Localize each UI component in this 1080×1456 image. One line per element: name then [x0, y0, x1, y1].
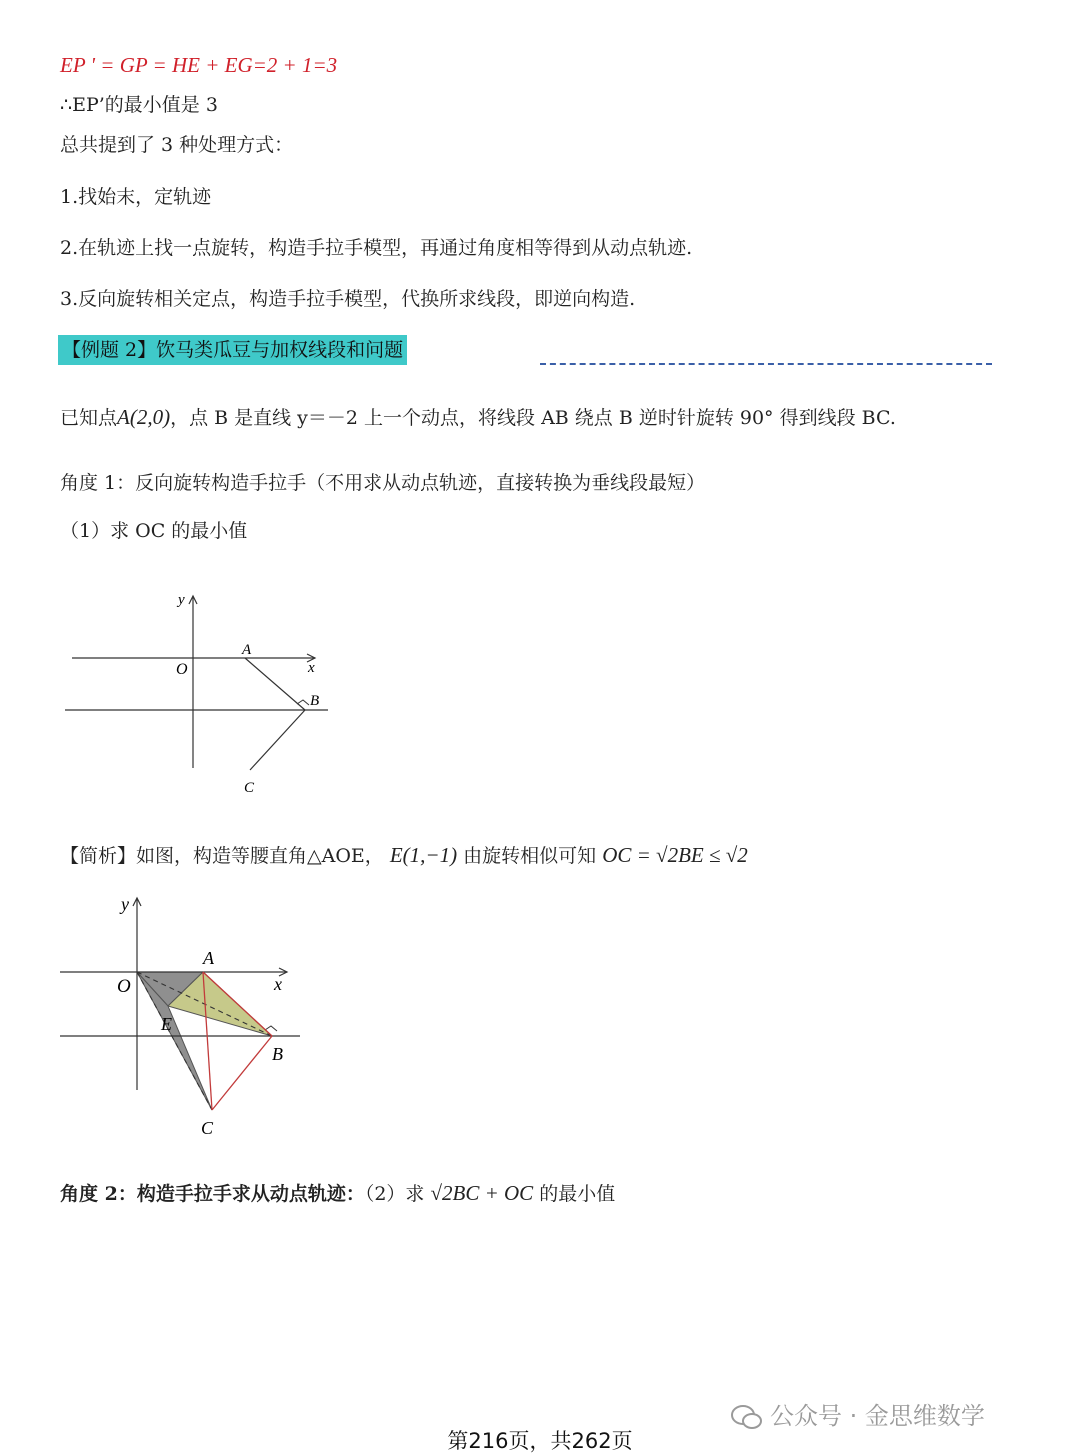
- problem-rest: ，点 B 是直线 y＝－2 上一个动点，将线段 AB 绕点 B 逆时针旋转 90° 得到线段 BC.: [170, 407, 896, 429]
- label-e: E: [161, 1014, 172, 1034]
- right-angle-mark: [265, 1026, 277, 1031]
- label-b: B: [310, 693, 320, 709]
- conclusion-text: ∴EP’的最小值是 3: [60, 94, 218, 116]
- problem-prefix: 已知点: [60, 407, 118, 429]
- analysis-text: 如图，构造等腰直角△AOE，: [136, 845, 384, 867]
- top-result-formula: EP ' = GP = HE + EG=2 + 1=3: [60, 53, 338, 77]
- method-item: 1.找始末，定轨迹: [60, 186, 212, 208]
- analysis-mid: 由旋转相似可知: [463, 845, 597, 867]
- question-1: （1）求 OC 的最小值: [60, 520, 248, 542]
- analysis-line: [60, 842, 748, 869]
- segment-bc: [250, 710, 305, 770]
- point-e: E(1,−1): [389, 843, 458, 867]
- angle2-formula: √2BC + OC: [430, 1181, 534, 1205]
- label-y: y: [121, 894, 129, 914]
- label-b: B: [272, 1044, 283, 1064]
- dashed-divider: [540, 363, 992, 365]
- label-c: C: [201, 1118, 214, 1138]
- label-o: O: [176, 661, 188, 678]
- label-o: O: [117, 976, 131, 997]
- figure-2: [55, 890, 315, 1145]
- angle2-heading: 角度 2：构造手拉手求从动点轨迹：: [60, 1183, 365, 1205]
- example-tag: 【例题 2】饮马类瓜豆与加权线段和问题: [58, 335, 407, 365]
- method-item: 3.反向旋转相关定点，构造手拉手模型，代换所求线段，即逆向构造.: [60, 288, 636, 310]
- segment-ab: [245, 658, 305, 710]
- page-number: 第216页，共262页: [447, 1429, 633, 1453]
- angle2-tail: 的最小值: [539, 1183, 616, 1205]
- method-item: 2.在轨迹上找一点旋转，构造手拉手模型，再通过角度相等得到从动点轨迹.: [60, 237, 693, 259]
- segment-bc: [212, 1036, 272, 1110]
- point-a: A(2,0): [117, 405, 171, 429]
- methods-intro: 总共提到了 3 种处理方式：: [60, 134, 294, 156]
- label-y: y: [178, 592, 185, 608]
- label-x: x: [308, 660, 315, 676]
- watermark-text: 公众号 · 金思维数学: [770, 1402, 985, 1430]
- label-a: A: [203, 948, 214, 968]
- label-x: x: [274, 974, 282, 994]
- angle1-heading: 角度 1：反向旋转构造手拉手（不用求从动点轨迹，直接转换为垂线段最短）: [60, 472, 706, 494]
- figure-1: [60, 590, 350, 800]
- analysis-tag: 【简析】: [60, 845, 137, 867]
- label-c: C: [244, 780, 255, 796]
- label-a: A: [242, 642, 252, 658]
- angle2-line: [60, 1180, 615, 1207]
- analysis-formula: OC = √2BE ≤ √2: [602, 843, 748, 867]
- problem-statement: [60, 404, 896, 431]
- question-2: （2）求: [364, 1183, 425, 1205]
